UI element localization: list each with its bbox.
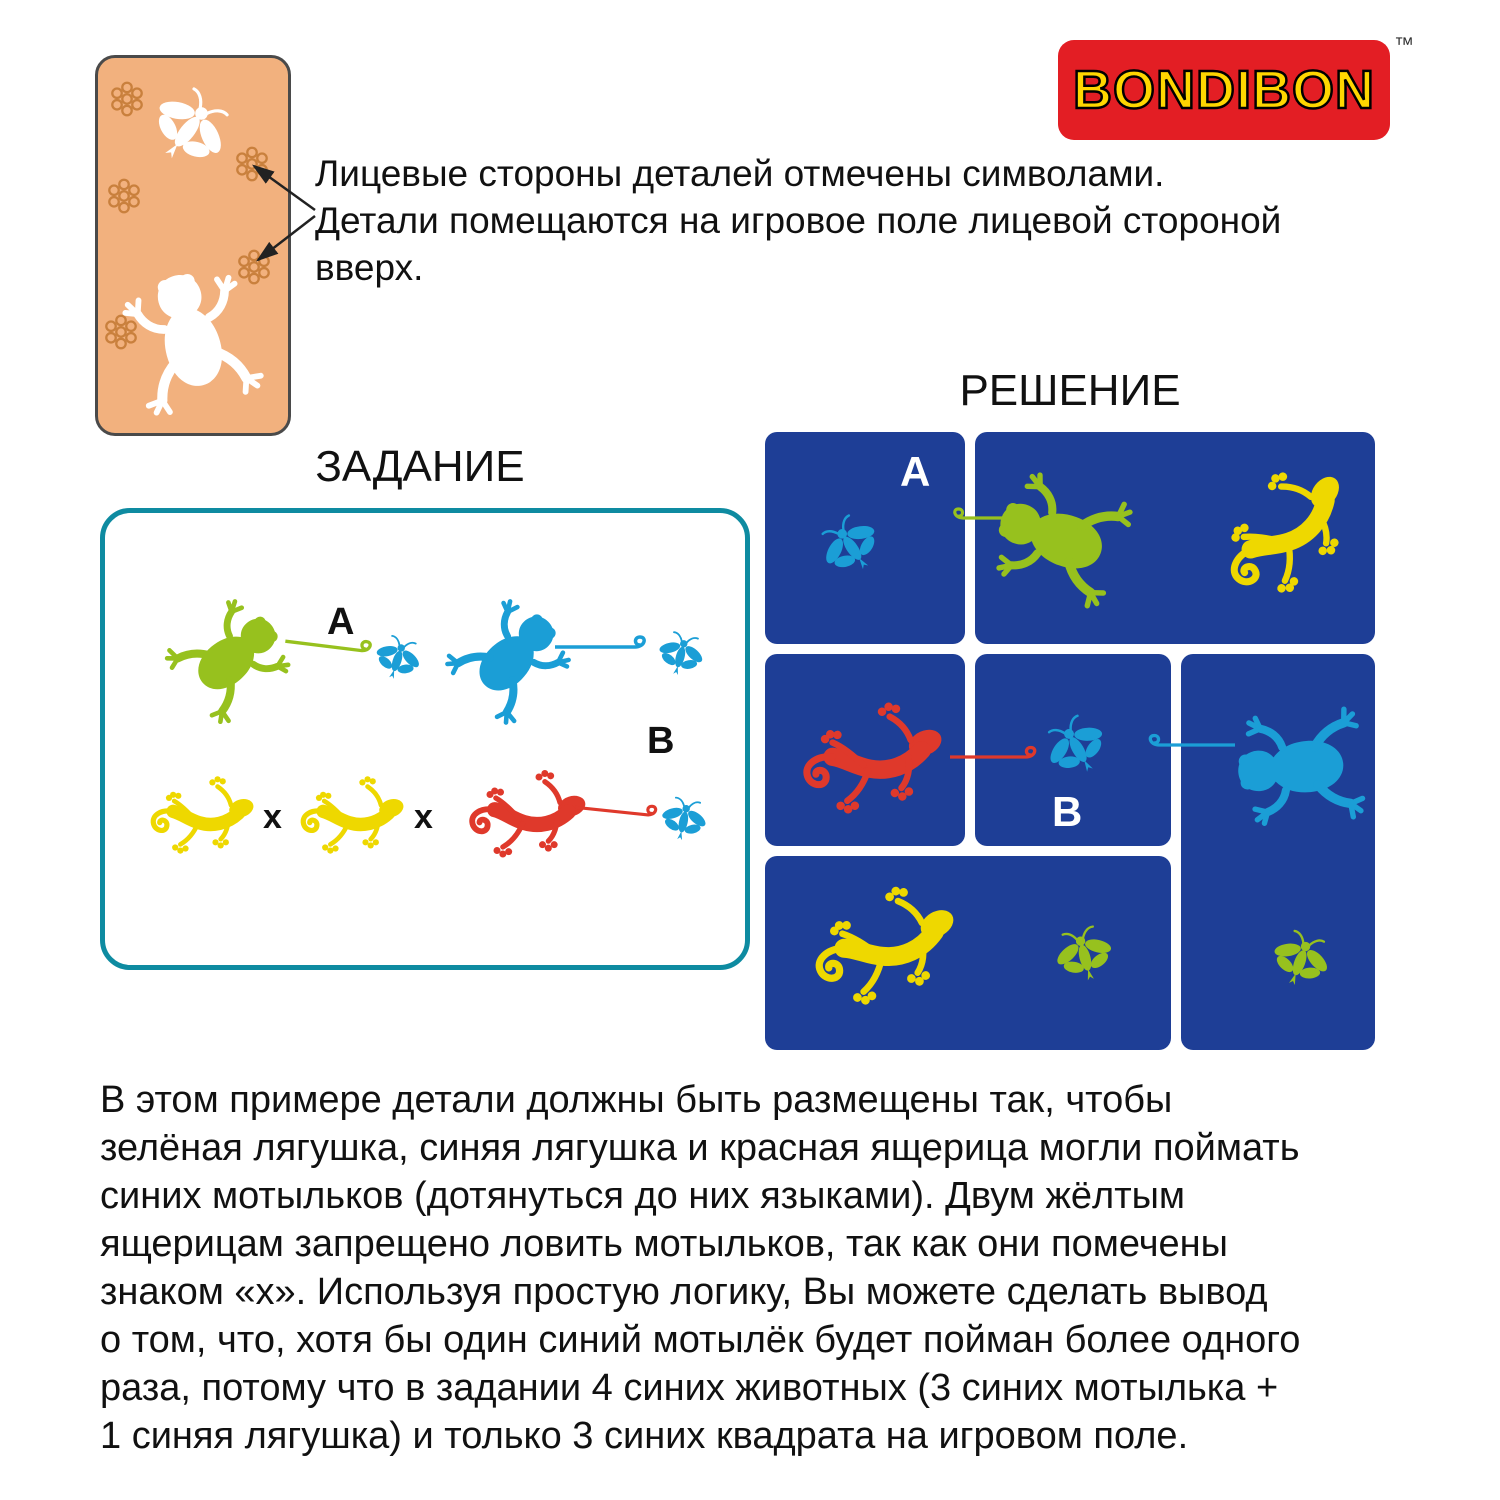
body-text-line: раза, потому что в задании 4 синих животных (3 синих мотылька + (100, 1367, 1279, 1409)
task-box (100, 508, 750, 970)
tongue-icon (555, 635, 655, 659)
x-mark: х (414, 798, 433, 836)
red-lizard-icon (779, 687, 961, 832)
body-text-line: о том, что, хотя бы один синий мотылёк будет пойман более одного (100, 1319, 1301, 1361)
body-text-line: 1 синяя лягушка) и только 3 синих квадрата на игровом поле. (100, 1415, 1189, 1457)
solution-board (765, 432, 1375, 1050)
yellow-lizard-icon (138, 770, 262, 863)
blue-frog-icon (1224, 694, 1370, 840)
solution-label-a: A (900, 448, 931, 495)
blue-moth-icon (359, 619, 437, 697)
flower-cluster-icon (103, 175, 145, 217)
task-title: ЗАДАНИЕ (315, 442, 525, 491)
blue-moth-icon (647, 782, 721, 856)
note-line: вверх. (315, 247, 424, 288)
note-line: Лицевые стороны деталей отмечены символами. (315, 153, 1165, 194)
body-text-line: В этом примере детали должны быть размещены так, чтобы (100, 1079, 1173, 1121)
solution-title: РЕШЕНИЕ (959, 366, 1181, 415)
arrow-icon (240, 150, 320, 275)
solution-label-b: B (1052, 788, 1083, 835)
body-text-line: зелёная лягушка, синяя лягушка и красная ящерица могли поймать (100, 1127, 1300, 1169)
body-text-line: ящерицам запрещено ловить мотыльков, так как они помечены (100, 1223, 1228, 1265)
bondibon-logo (1058, 34, 1414, 140)
task-label-a: A (327, 601, 355, 643)
green-frog-icon (151, 576, 313, 738)
blue-moth-icon (643, 616, 719, 692)
note-line: Детали помещаются на игровое поле лицевой стороной (315, 200, 1282, 241)
body-text (100, 1076, 1430, 1460)
note-text (315, 150, 1415, 291)
body-text-line: знаком «х». Используя простую логику, Вы можете сделать вывод (100, 1271, 1268, 1313)
trademark-symbol: ™ (1394, 34, 1414, 56)
yellow-lizard-icon (288, 770, 412, 863)
tongue-icon (1140, 733, 1235, 757)
task-label-b: B (647, 720, 675, 762)
x-mark: х (263, 798, 282, 836)
logo-text: BONDIBON (1073, 60, 1375, 120)
body-text-line: синих мотыльков (дотянуться до них языками). Двум жёлтым (100, 1175, 1186, 1217)
